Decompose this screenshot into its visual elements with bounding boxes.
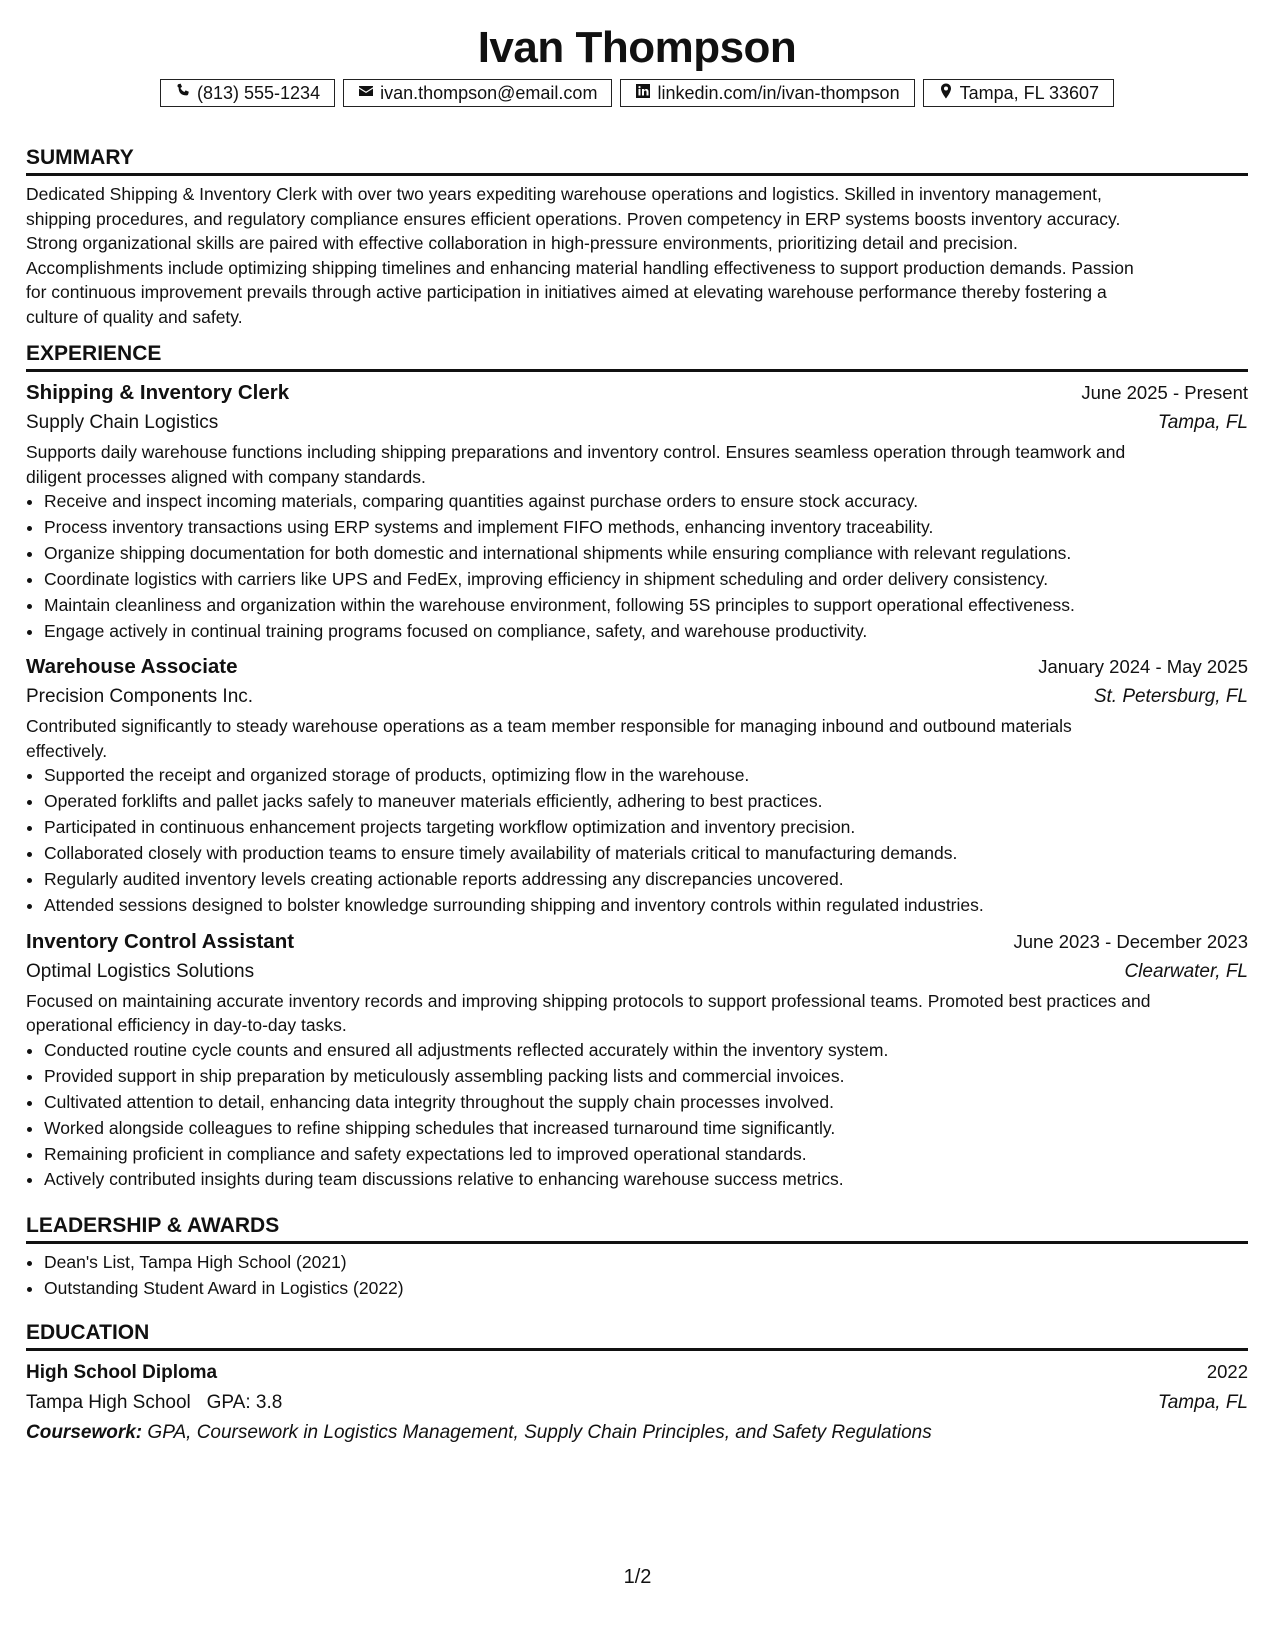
phone-icon (175, 83, 191, 104)
coursework-text: GPA, Coursework in Logistics Management, Supply Chain Principles, and Safety Regulations (147, 1422, 932, 1444)
coursework (26, 1418, 1248, 1448)
job-description (26, 989, 1248, 1038)
section-title-education: EDUCATION (26, 1321, 150, 1345)
summary-line: for continuous improvement prevails through active participation in initiatives aimed at elevating warehouse performance thereby fostering a (26, 282, 1107, 302)
list-item: • Organize shipping documentation for both domestic and international shipments while ensuring compliance with relevant regulations. (44, 541, 1248, 567)
job-dates: June 2025 - Present (1081, 382, 1248, 403)
section-divider (26, 1241, 1248, 1244)
job-title: Shipping & Inventory Clerk (26, 381, 290, 404)
job-description (26, 440, 1248, 489)
summary-line: Strong organizational skills are paired with effective collaboration in high-pressure environments, prioritizing detail and precision. (26, 233, 1018, 253)
list-item: • Remaining proficient in compliance and safety expectations led to improved operational standards. (44, 1142, 1248, 1168)
job-description-line: operational efficiency in day-to-day tasks. (26, 1015, 347, 1036)
experience-section (26, 337, 1248, 1193)
section-title-summary: SUMMARY (26, 146, 134, 169)
contact-location (923, 79, 1114, 107)
section-divider (26, 1348, 1248, 1351)
list-item: • Operated forklifts and pallet jacks safely to maneuver materials efficiently, adhering to best practices. (44, 789, 1248, 815)
job-dates: January 2024 - May 2025 (1038, 656, 1248, 678)
contact-bar (26, 79, 1248, 107)
list-item: • Supported the receipt and organized storage of products, optimizing flow in the warehouse. (44, 763, 1248, 789)
map-pin-icon (938, 83, 954, 104)
job-entry (26, 652, 1248, 918)
awards-list (26, 1250, 1248, 1302)
list-item: • Provided support in ship preparation by meticulously assembling packing lists and commercial invoices. (44, 1064, 1248, 1090)
job-company: Precision Components Inc. (26, 686, 254, 708)
degree-name: High School Diploma (26, 1362, 218, 1384)
contact-location-text: Tampa, FL 33607 (959, 82, 1099, 103)
list-item: • Engage actively in continual training programs focused on compliance, safety, and warehouse productivity. (44, 619, 1248, 645)
list-item: • Receive and inspect incoming materials, comparing quantities against purchase orders to ensure stock accuracy. (44, 489, 1248, 515)
job-description-line: Contributed significantly to steady warehouse operations as a team member responsible for managing inbound and outbound materials (26, 716, 1072, 737)
section-title-experience: EXPERIENCE (26, 342, 162, 365)
gpa: GPA: 3.8 (206, 1392, 283, 1414)
section-divider (26, 173, 1248, 176)
job-bullets (26, 763, 1248, 918)
job-company: Optimal Logistics Solutions (26, 960, 255, 982)
list-item: • Collaborated closely with production teams to ensure timely availability of materials critical to manufacturing demands. (44, 841, 1248, 867)
education-section (26, 1316, 1248, 1448)
resume-page (26, 0, 1248, 1448)
list-item: • Cultivated attention to detail, enhancing data integrity throughout the supply chain processes involved. (44, 1090, 1248, 1116)
contact-linkedin[interactable] (620, 79, 914, 107)
summary-line: Accomplishments include optimizing shipping timelines and enhancing material handling effectiveness to support production demands. Passion (26, 257, 1134, 278)
school-location: Tampa, FL (1157, 1392, 1248, 1414)
job-description-line: Supports daily warehouse functions including shipping preparations and inventory control. Ensures seamless operation through teamwork and (26, 442, 1126, 462)
coursework-label: Coursework: (26, 1422, 143, 1444)
job-description-line: effectively. (26, 740, 108, 761)
list-item: • Worked alongside colleagues to refine shipping schedules that increased turnaround time significantly. (44, 1116, 1248, 1142)
school-name: Tampa High School (26, 1392, 191, 1414)
list-item: • Participated in continuous enhancement projects targeting workflow optimization and inventory precision. (44, 815, 1248, 841)
list-item: • Coordinate logistics with carriers like UPS and FedEx, improving efficiency in shipment scheduling and order delivery consistency. (44, 567, 1248, 593)
list-item: • Maintain cleanliness and organization within the warehouse environment, following 5S principles to support operational effectiveness. (44, 593, 1248, 619)
job-entry (26, 378, 1248, 644)
contact-email[interactable] (343, 79, 612, 107)
list-item: • Process inventory transactions using ERP systems and implement FIFO methods, enhancing inventory traceability. (44, 515, 1248, 541)
job-description-line: Focused on maintaining accurate inventory records and improving shipping protocols to support professional teams. Promoted best practices and (26, 990, 1151, 1011)
summary-text (26, 182, 1248, 329)
job-dates: June 2023 - December 2023 (1013, 930, 1248, 952)
contact-email-text: ivan.thompson@email.com (380, 82, 598, 103)
job-bullets (26, 489, 1248, 644)
candidate-name: Ivan Thompson (477, 23, 797, 72)
summary-line: culture of quality and safety. (26, 306, 243, 327)
job-title: Warehouse Associate (26, 655, 238, 679)
linkedin-icon (635, 83, 651, 104)
envelope-icon (358, 83, 374, 104)
list-item: • Attended sessions designed to bolster knowledge surrounding shipping and inventory controls within regulated industries. (44, 893, 1248, 919)
job-bullets (26, 1038, 1248, 1193)
page-number: 1/2 (623, 1566, 652, 1588)
job-description (26, 714, 1248, 763)
job-company: Supply Chain Logistics (26, 412, 219, 433)
graduation-year: 2022 (1206, 1361, 1248, 1383)
section-title-leadership: LEADERSHIP & AWARDS (26, 1214, 280, 1238)
list-item: • Actively contributed insights during team discussions relative to enhancing warehouse success metrics. (44, 1167, 1248, 1193)
contact-linkedin-text: linkedin.com/in/ivan-thompson (657, 82, 900, 103)
leadership-section (26, 1209, 1248, 1302)
job-title: Inventory Control Assistant (26, 929, 295, 953)
job-location: Tampa, FL (1157, 412, 1248, 433)
job-entry (26, 927, 1248, 1193)
list-item: • Dean's List, Tampa High School (2021) (44, 1250, 1248, 1276)
section-divider (26, 369, 1248, 372)
list-item: • Regularly audited inventory levels creating actionable reports addressing any discrepancies uncovered. (44, 867, 1248, 893)
job-location: St. Petersburg, FL (1093, 686, 1248, 708)
list-item: • Conducted routine cycle counts and ensured all adjustments reflected accurately within the inventory system. (44, 1038, 1248, 1064)
job-description-line: diligent processes aligned with company standards. (26, 466, 426, 487)
summary-line: Dedicated Shipping & Inventory Clerk with over two years expediting warehouse operations and logistics. Skilled in inventory management, (26, 184, 1102, 204)
contact-phone-text: (813) 555-1234 (196, 82, 321, 103)
job-location: Clearwater, FL (1124, 960, 1248, 982)
school-info (26, 1388, 282, 1418)
summary-line: shipping procedures, and regulatory compliance ensures efficient operations. Proven competency in ERP systems boosts inventory accuracy. (26, 208, 1121, 229)
contact-phone (160, 79, 335, 107)
summary-section (26, 141, 1248, 329)
list-item: • Outstanding Student Award in Logistics (2022) (44, 1276, 1248, 1302)
